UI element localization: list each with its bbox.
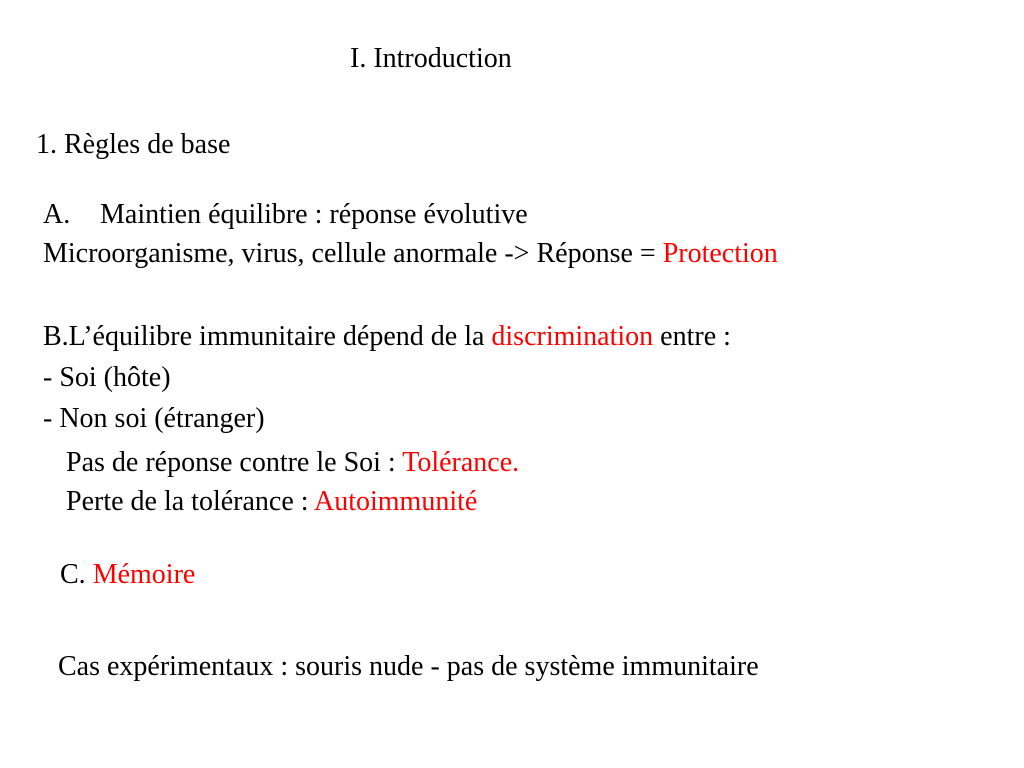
- tolerance-suffix: .: [512, 447, 520, 478]
- discrimination-highlight: discrimination: [491, 321, 654, 352]
- autoimmunity-highlight: Autoimmunité: [314, 486, 478, 517]
- tolerance-line: [66, 446, 519, 480]
- tolerance-prefix: Pas de réponse contre le Soi :: [66, 447, 403, 478]
- section-heading: 1. Règles de base: [36, 129, 231, 160]
- protection-highlight: Protection: [662, 238, 778, 269]
- loss-prefix: Perte de la tolérance :: [66, 486, 314, 517]
- part-a-marker: A.: [43, 199, 71, 230]
- part-b-prefix: B.L’équilibre immunitaire dépend de la: [43, 321, 492, 352]
- memory-highlight: Mémoire: [92, 559, 196, 590]
- autoimmunity-line: [66, 485, 477, 519]
- tolerance-highlight: Tolérance: [402, 447, 513, 478]
- bullet-self: - Soi (hôte): [43, 362, 171, 393]
- part-a-heading: [43, 198, 528, 232]
- experimental-cases: Cas expérimentaux : souris nude - pas de système immunitaire: [58, 651, 759, 682]
- part-a-line: [43, 237, 778, 271]
- part-a-line-prefix: Microorganisme, virus, cellule anormale -> Réponse =: [43, 238, 663, 269]
- bullet-non-self: - Non soi (étranger): [43, 403, 265, 434]
- part-c-heading: [60, 558, 195, 592]
- part-b-heading: [43, 320, 731, 354]
- part-b-suffix: entre :: [653, 321, 731, 352]
- slide-title: I. Introduction: [350, 43, 512, 74]
- part-c-prefix: C.: [60, 559, 93, 590]
- part-a-heading-text: Maintien équilibre : réponse évolutive: [100, 199, 528, 230]
